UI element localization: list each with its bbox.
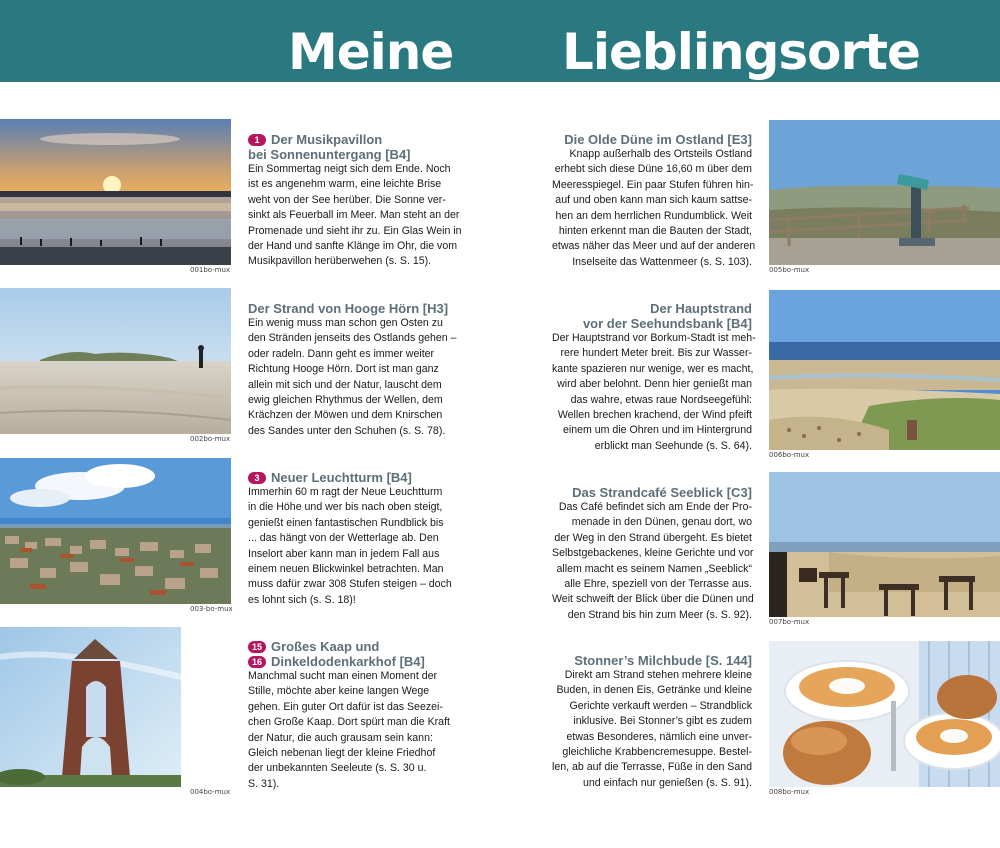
photo-credit: 002bo-mux xyxy=(190,435,231,443)
entry-olde-duene xyxy=(552,132,756,270)
location-number-badge: 3 xyxy=(248,472,266,484)
entry-title: 1 Der Musikpavillon bei Sonnenuntergang [B4] xyxy=(248,132,411,162)
photo-credit: 008bo-mux xyxy=(769,788,810,796)
entry-title: 15 Großes Kaap und 16 Dinkeldodenkarkhof [B4] xyxy=(248,639,448,669)
photo-credit: 005bo-mux xyxy=(769,266,810,274)
hauptstrand-photo xyxy=(769,290,1000,450)
entry-hooge-hoern xyxy=(248,301,457,439)
entry-stonners-milchbude xyxy=(552,653,752,791)
header-title-word-2: Lieblingsorte xyxy=(562,23,920,81)
photo-credit: 004bo-mux xyxy=(190,788,231,796)
grosse-kaap-photo xyxy=(0,627,181,787)
photo-credit: 003-bo-mux xyxy=(190,605,233,613)
photo-credit: 001bo-mux xyxy=(190,266,231,274)
entry-body: Der Hauptstrand vor Borkum-Stadt ist meh- rere hundert Meter breit. Bis zur Wasser- kante spazieren nur wenige, wer es macht, wird aber belohnt. Denn hier genießt man das wahre, etwas raue Nordseegefühl: Wellen brechen krachend, der Wind pfeift einem um die Ohren und im Hintergrund erblickt man Seehunde (s. S. 64). xyxy=(552,332,756,452)
entry-title: Der Hauptstrand vor der Seehundsbank [B4] xyxy=(582,301,752,331)
entry-title: Die Olde Düne im Ostland [E3] xyxy=(564,132,752,147)
olde-duene-photo xyxy=(769,120,1000,265)
photo-credit: 007bo-mux xyxy=(769,618,810,626)
entry-body: Manchmal sucht man einen Moment der Stille, möchte aber keine langen Wege gehen. Ein guter Ort dafür ist das Seezei- chen Große Kaap. Dort spürt man die Kraft der Natur, die auch grausam sein kann: Gleich nebenan liegt der kleine Friedhof der unbekannten Seeleute (s. S. 30 u. S. 31). xyxy=(248,670,450,790)
entry-body: Immerhin 60 m ragt der Neue Leuchtturm in die Höhe und wer bis nach oben steigt, genießt einen fantastischen Rundblick bis ... das hängt von der Wetterlage ab. Den Inselort aber kann man in jedem Fall aus einem neuen Blickwinkel betrachten. Man muss dafür zwar 308 Stufen steigen – doch es lohnt sich (s. S. 18)! xyxy=(248,486,452,606)
entry-hauptstrand xyxy=(552,301,756,454)
entry-title: Der Strand von Hooge Hörn [H3] xyxy=(248,301,449,316)
location-number-badge: 15 xyxy=(248,641,266,653)
header-band xyxy=(0,0,1000,82)
lighthouse-view-photo xyxy=(0,458,231,604)
entry-strandcafe-seeblick xyxy=(552,485,752,623)
entry-grosses-kaap xyxy=(248,639,448,792)
entry-neuer-leuchtturm xyxy=(248,470,452,608)
entry-title: Stonner’s Milchbude [S. 144] xyxy=(574,653,752,668)
beach-hooge-hoern-photo xyxy=(0,288,231,434)
header-title-word-1: Meine xyxy=(288,23,454,81)
entry-body: Knapp außerhalb des Ortsteils Ostland erhebt sich diese Düne 16,60 m über dem Meeresspiegel. Ein paar Stufen führen hin- auf und oben kann man sich kaum sattse- hen an dem herrlichen Rundumblick. Weit hinten erkennt man die Bauten der Stadt, etwas näher das Meer und auf der anderen Inselseite das Wattenmeer (s. S. 103). xyxy=(552,148,756,268)
sunset-photo xyxy=(0,119,231,265)
strandcafe-seeblick-photo xyxy=(769,472,1000,617)
entry-body: Ein Sommertag neigt sich dem Ende. Noch ist es angenehm warm, eine leichte Brise weht von der See herüber. Die Sonne ver- sinkt als Feuerball im Meer. Man steht an der Promenade und sieht ihr zu. Ein Glas Wein in der Hand und sanfte Klänge im Ohr, die vom Musikpavillon herüberwehen (s. S. 15). xyxy=(248,163,462,268)
entry-musikpavillon xyxy=(248,132,462,270)
entry-body: Das Café befindet sich am Ende der Pro- menade in den Dünen, genau dort, wo der Weg in den Strand übergeht. Es bietet Selbstgebackenes, kleine Gerichte und vor allem macht es seinem Namen „Seeblick“ alle Ehre, speziell von der Terrasse aus. Weit schweift der Blick über die Dünen und den Strand bis hin zum Meer (s. S. 92). xyxy=(552,501,754,621)
entry-body: Ein wenig muss man schon gen Osten zu den Stränden jenseits des Ostlands gehen – oder radeln. Dann geht es immer weiter Richtung Hooge Hörn. Dort ist man ganz allein mit sich und der Natur, lauscht dem ewig gleichen Rhythmus der Wellen, dem Krächzen der Möwen und dem Knirschen des Sandes unter den Schuhen (s. S. 78). xyxy=(248,317,457,437)
photo-credit: 006bo-mux xyxy=(769,451,810,459)
location-number-badge: 16 xyxy=(248,656,266,668)
entry-title: Das Strandcafé Seeblick [C3] xyxy=(572,485,752,500)
entry-title: 3 Neuer Leuchtturm [B4] xyxy=(248,470,448,485)
entry-body: Direkt am Strand stehen mehrere kleine Buden, in denen Eis, Getränke und kleine Gerichte verkauft werden – Strandblick inklusive. Bei Stonner’s gibt es zudem etwas Besonderes, nämlich eine unver- gleichliche Krabbencremesuppe. Bestel- len, ab auf die Terrasse, Füße in den Sand und einfach nur genießen (s. S. 91). xyxy=(552,669,753,789)
crab-soup-photo xyxy=(769,641,1000,787)
location-number-badge: 1 xyxy=(248,134,266,146)
